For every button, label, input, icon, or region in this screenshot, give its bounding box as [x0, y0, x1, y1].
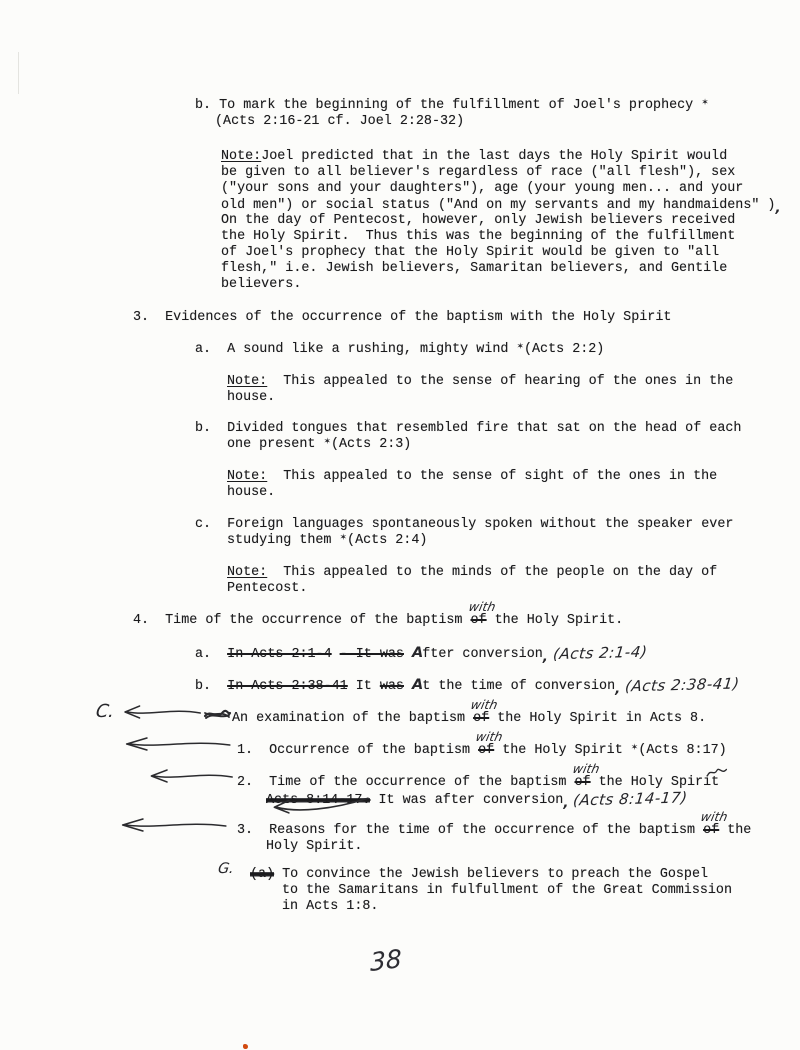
- typed-text: of Joel's prophecy that the Holy Spirit would be given to "all: [221, 245, 720, 260]
- handwritten-text: ✶: [516, 342, 524, 352]
- item-c3-1: [237, 809, 752, 838]
- typed-text: Note:: [227, 374, 268, 389]
- typed-text: b. To mark the beginning of the fulfillment of Joel's prophecy: [195, 98, 702, 113]
- typed-text: Note:: [227, 565, 268, 580]
- handwritten-text: ✶: [701, 98, 709, 108]
- section-3: [133, 310, 671, 325]
- struck-text: - It was: [339, 647, 404, 662]
- struck-text: of: [574, 775, 591, 790]
- item-b-ref: [215, 114, 464, 129]
- red-ink-dot: [243, 1044, 248, 1049]
- corrected-word: [474, 729, 505, 758]
- item-3a: [195, 342, 604, 358]
- handwritten-correction-above: with: [570, 761, 601, 776]
- struck-text: of: [478, 743, 495, 758]
- typed-text: a.: [195, 647, 228, 662]
- typed-text: (Acts 2:16-21 cf. Joel 2:28-32): [215, 114, 465, 129]
- typed-text: b.: [195, 679, 228, 694]
- typed-text: the Holy Spirit: [590, 775, 728, 790]
- typed-text: the Holy Spirit.: [486, 613, 624, 628]
- typed-text: To convince the Jewish believers to preach the Gospel: [274, 867, 709, 882]
- typed-text: [404, 679, 412, 694]
- note-joel-6: [221, 229, 735, 244]
- typed-text: studying them: [227, 533, 340, 548]
- item-4a: [195, 642, 649, 665]
- struck-text: of: [470, 613, 487, 628]
- typed-text: one present: [227, 437, 324, 452]
- note-3a-2: [227, 390, 275, 405]
- typed-text: (Acts 2:4): [347, 533, 428, 548]
- typed-text: old men") or social status ("And on my servants and my handmaidens" ): [221, 198, 776, 213]
- note-joel-3: [221, 181, 743, 196]
- typed-text: (Acts 2:3): [330, 437, 412, 452]
- item-c2-1: [237, 761, 728, 790]
- item-3b-1: [195, 421, 741, 436]
- typed-text: Note:: [221, 149, 262, 164]
- item-3c-1: [195, 517, 733, 532]
- typed-text: An examination of the baptism: [232, 711, 474, 726]
- handwritten-text: ,: [615, 682, 621, 697]
- typed-text: 4. Time of the occurrence of the baptism: [133, 613, 471, 628]
- typed-text: Joel predicted that in the last days the Holy Spirit would: [261, 149, 728, 164]
- typed-text: be given to all believer's regardless of race ("all flesh"), sex: [221, 165, 736, 180]
- note-joel-1: [221, 149, 727, 164]
- typed-text: ("your sons and your daughters"), age (your young men... and your: [221, 181, 744, 196]
- handwritten-correction-above: with: [466, 599, 497, 614]
- typed-text: 3. Evidences of the occurrence of the baptism with the Holy Spirit: [133, 310, 672, 325]
- note-3a-1: [227, 374, 733, 389]
- item-ga-2: [282, 883, 732, 898]
- typed-text: a. A sound like a rushing, mighty wind: [195, 342, 517, 357]
- struck-text: was: [379, 679, 404, 694]
- typed-text: (Acts 8:17): [638, 743, 727, 758]
- handwritten-correction-above: with: [474, 729, 505, 744]
- note-3c-1: [227, 565, 717, 580]
- item-c3-2: [266, 839, 362, 854]
- typed-text: house.: [227, 390, 276, 405]
- hand-arrow-item-3-icon: [116, 817, 228, 833]
- struck-text: of: [703, 823, 720, 838]
- handwritten-text: ,: [542, 650, 548, 665]
- typed-text: fter conversion: [422, 647, 543, 662]
- struck-text: (a): [250, 867, 275, 882]
- handwritten-text: A: [412, 645, 423, 661]
- struck-text: Acts 8:14-17.: [266, 793, 371, 808]
- typed-text: the Holy Spirit. Thus this was the beginning of the fulfillment: [221, 229, 736, 244]
- typed-text: house.: [227, 485, 276, 500]
- typed-text: On the day of Pentecost, however, only Jewish believers received: [221, 213, 736, 228]
- corrected-word: [570, 761, 601, 790]
- struck-text: In Acts 2:1-4: [227, 647, 332, 662]
- typed-text: 2. Time of the occurrence of the baptism: [237, 775, 575, 790]
- hand-arrow-section-c-icon: [120, 704, 202, 720]
- typed-text: This appealed to the sense of sight of the ones in the: [267, 469, 718, 484]
- typed-text: b. Divided tongues that resembled fire that sat on the head of each: [195, 421, 742, 436]
- item-ga-1: [250, 867, 708, 882]
- scan-artifact-line: [18, 52, 19, 94]
- typed-text: believers.: [221, 277, 302, 292]
- typed-text: to the Samaritans in fulfullment of the Great Commission: [282, 883, 732, 898]
- note-joel-7: [221, 245, 719, 260]
- typed-text: [404, 647, 412, 662]
- section-c-title: [232, 697, 707, 726]
- corrected-word: [699, 809, 730, 838]
- note-joel-4: [221, 197, 781, 216]
- hand-arrow-under-strike-icon: [266, 796, 370, 814]
- typed-text: the Holy Spirit: [494, 743, 631, 758]
- typed-text: the Holy Spirit in Acts 8.: [489, 711, 707, 726]
- typed-text: flesh," i.e. Jewish believers, Samaritan believers, and Gentile: [221, 261, 728, 276]
- item-b-title: [195, 98, 709, 114]
- struck-text: of: [473, 711, 490, 726]
- typed-text: c. Foreign languages spontaneously spoken without the speaker ever: [195, 517, 734, 532]
- handwritten-text: ✶: [339, 533, 348, 543]
- handwritten-correction-above: with: [699, 809, 730, 824]
- typed-text: Holy Spirit.: [266, 839, 363, 854]
- typed-text: 3. Reasons for the time of the occurrence of the baptism: [237, 823, 704, 838]
- handwritten-page-number: 38: [369, 943, 402, 978]
- typed-text: (Acts 2:2): [523, 342, 605, 357]
- item-4b: [195, 674, 741, 697]
- handwritten-text: A: [412, 677, 423, 693]
- handwritten-text: ✶: [323, 437, 331, 447]
- typed-text: Note:: [227, 469, 268, 484]
- typed-text: 1. Occurrence of the baptism: [237, 743, 479, 758]
- handwritten-text: ✶: [630, 743, 639, 753]
- section-4: [133, 599, 624, 628]
- typed-text: [332, 647, 340, 662]
- typed-text: This appealed to the minds of the people on the day of: [267, 565, 718, 580]
- corrected-word: [469, 697, 500, 726]
- hand-squiggle-icon: [706, 766, 728, 778]
- handwritten-c-label: C.: [94, 701, 116, 722]
- handwritten-text: ,: [775, 201, 781, 216]
- note-joel-5: [221, 213, 735, 228]
- note-3c-2: [227, 581, 307, 596]
- handwritten-text: (Acts 2:38-41): [619, 674, 741, 696]
- typed-text: t the time of conversion: [422, 679, 616, 694]
- hand-arrow-item-2-icon: [146, 768, 234, 784]
- typed-text: in Acts 1:8.: [282, 899, 379, 914]
- scratched-out-label-icon: [203, 707, 231, 721]
- item-ga-3: [282, 899, 378, 914]
- handwritten-text: (Acts 2:1-4): [546, 642, 649, 664]
- note-joel-9: [221, 277, 301, 292]
- note-joel-8: [221, 261, 727, 276]
- typed-text: It was after conversion: [370, 793, 564, 808]
- handwritten-text: (Acts 8:14-17): [567, 788, 689, 810]
- corrected-word: [466, 599, 497, 628]
- typed-text: the: [719, 823, 752, 838]
- handwritten-text: ,: [563, 796, 569, 811]
- item-3b-2: [227, 437, 411, 453]
- note-joel-2: [221, 165, 735, 180]
- item-3c-2: [227, 533, 427, 549]
- item-c1: [237, 729, 727, 759]
- typed-text: It: [347, 679, 380, 694]
- handwritten-g-label: G.: [216, 861, 235, 877]
- handwritten-correction-above: with: [469, 697, 500, 712]
- hand-arrow-item-1-icon: [120, 736, 232, 752]
- typed-text: Pentecost.: [227, 581, 308, 596]
- note-3b-2: [227, 485, 275, 500]
- struck-text: In Acts 2:38-41: [227, 679, 348, 694]
- typed-text: This appealed to the sense of hearing of the ones in the: [267, 374, 734, 389]
- note-3b-1: [227, 469, 717, 484]
